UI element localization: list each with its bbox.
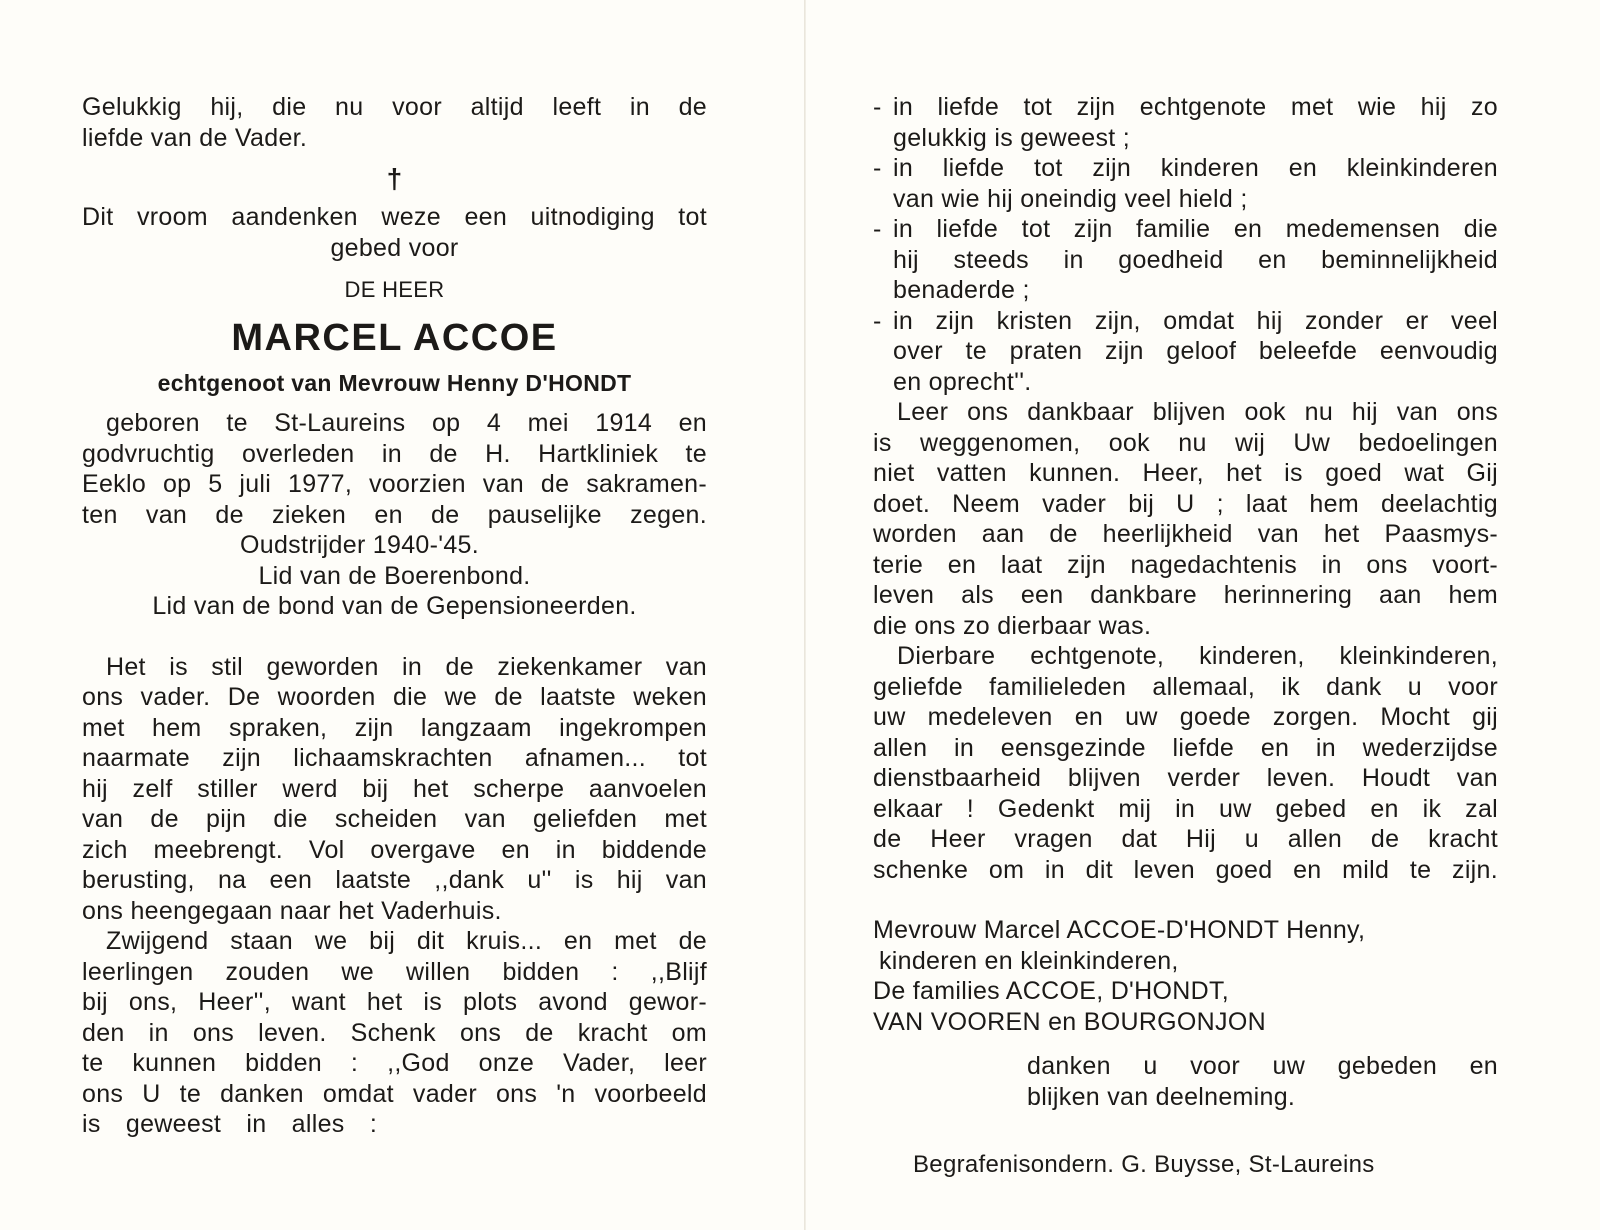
cross-icon: † bbox=[386, 163, 403, 194]
text-line: gelukkig is geweest ; bbox=[893, 123, 1130, 152]
text-line: hij zelf stiller werd bij het scherpe aanvoelen bbox=[82, 774, 707, 803]
text-line: kinderen en kleinkinderen, bbox=[879, 946, 1179, 975]
text-line: De families ACCOE, D'HONDT, bbox=[873, 977, 1229, 1005]
text-line: Het is stil geworden in de ziekenkamer van bbox=[106, 652, 707, 681]
text-line: leven als een dankbare herinnering aan hem bbox=[873, 581, 1498, 609]
text-line: worden aan de heerlijkheid van het Paasmys- bbox=[873, 520, 1498, 548]
text-line: Gelukkig hij, die nu voor altijd leeft in de bbox=[82, 93, 707, 121]
text-line: benaderde ; bbox=[893, 276, 1030, 304]
left-column bbox=[82, 92, 707, 1140]
text-line: ons U te danken omdat vader ons 'n voorbeeld bbox=[82, 1079, 707, 1108]
text-line: godvruchtig overleden in de H. Hartkliniek te bbox=[82, 439, 707, 468]
text-line: liefde van de Vader. bbox=[82, 123, 308, 152]
text-line: bij ons, Heer'', want het is plots avond gewor- bbox=[82, 988, 707, 1016]
undertaker-line: Begrafenisondern. G. Buysse, St-Laureins bbox=[913, 1151, 1375, 1178]
text-line: berusting, na een laatste ,,dank u'' is hij van bbox=[82, 866, 707, 894]
list-item: - in liefde tot zijn familie en medemensen die hij steeds in goedheid en beminnelijkheid benaderde ; bbox=[873, 215, 1498, 304]
text-line: elkaar ! Gedenkt mij in uw gebed en ik zal bbox=[873, 794, 1498, 823]
text-line: die ons zo dierbaar was. bbox=[873, 611, 1152, 640]
text-line: Dit vroom aandenken weze een uitnodiging tot bbox=[82, 203, 707, 231]
text-line: gebed voor bbox=[330, 233, 459, 262]
text-line: dienstbaarheid blijven verder leven. Houdt van bbox=[873, 764, 1498, 792]
text-line: Dierbare echtgenote, kinderen, kleinkinderen, bbox=[897, 642, 1498, 670]
card-fold bbox=[804, 0, 806, 1230]
text-line: naarmate zijn lichaamskrachten afnamen... tot bbox=[82, 744, 707, 772]
text-line: Mevrouw Marcel ACCOE-D'HONDT Henny, bbox=[873, 916, 1366, 944]
invitation bbox=[82, 202, 707, 263]
text-line: te kunnen bidden : ,,God onze Vader, leer bbox=[82, 1049, 707, 1077]
text-line: doet. Neem vader bij U ; laat hem deelachtig bbox=[873, 489, 1498, 518]
text-line: ons heengegaan naar het Vaderhuis. bbox=[82, 896, 502, 925]
paragraph bbox=[82, 926, 707, 1140]
thanks bbox=[1027, 1051, 1498, 1112]
membership-line: Lid van de bond van de Gepensioneerden. bbox=[152, 592, 637, 620]
text-line: in liefde tot zijn kinderen en kleinkinderen bbox=[893, 154, 1498, 182]
text-line: geboren te St-Laureins op 4 mei 1914 en bbox=[106, 409, 707, 437]
text-line: is geweest in alles : bbox=[82, 1110, 378, 1138]
deceased-name: MARCEL ACCOE bbox=[231, 316, 558, 359]
text-line: geliefde familieleden allemaal, ik dank u voor bbox=[873, 672, 1498, 701]
text-line: terie en laat zijn nagedachtenis in ons voort- bbox=[873, 550, 1498, 579]
list-item: - in zijn kristen zijn, omdat hij zonder er veel over te praten zijn geloof beleefde eenvoudig en oprecht''. bbox=[873, 306, 1498, 396]
list-item: - in liefde tot zijn kinderen en kleinkinderen van wie hij oneindig veel hield ; bbox=[873, 154, 1498, 213]
text-line: ons vader. De woorden die we de laatste weken bbox=[82, 683, 707, 711]
text-line: is weggenomen, ook nu wij Uw bedoelingen bbox=[873, 428, 1498, 457]
text-line: in liefde tot zijn echtgenote met wie hij zo bbox=[893, 93, 1498, 121]
text-line: Eeklo op 5 juli 1977, voorzien van de sakramen- bbox=[82, 470, 707, 498]
text-line: in zijn kristen zijn, omdat hij zonder er veel bbox=[893, 306, 1498, 335]
text-line: niet vatten kunnen. Heer, het is goed wat Gij bbox=[873, 459, 1498, 487]
text-line: den in ons leven. Schenk ons de kracht om bbox=[82, 1018, 707, 1047]
paragraph bbox=[82, 652, 707, 927]
biography bbox=[82, 408, 707, 530]
paragraph bbox=[873, 641, 1498, 885]
text-line: allen in eensgezinde liefde en in wederzijdse bbox=[873, 733, 1498, 762]
text-line: over te praten zijn geloof beleefde eenvoudig bbox=[893, 337, 1498, 365]
text-line: met hem spraken, zijn langzaam ingekrompen bbox=[82, 713, 707, 742]
list-item: - in liefde tot zijn echtgenote met wie hij zo gelukkig is geweest ; bbox=[873, 93, 1498, 152]
text-line: en oprecht''. bbox=[893, 367, 1032, 396]
text-line: blijken van deelneming. bbox=[1027, 1082, 1296, 1111]
text-line: de Heer vragen dat Hij u allen de kracht bbox=[873, 825, 1498, 853]
text-line: VAN VOOREN en BOURGONJON bbox=[873, 1007, 1266, 1036]
text-line: ten van de zieken en de pauselijke zegen. bbox=[82, 500, 707, 529]
text-line: leerlingen zouden we willen bidden : ,,Blijf bbox=[82, 957, 707, 986]
paragraph bbox=[873, 397, 1498, 641]
text-line: danken u voor uw gebeden en bbox=[1027, 1052, 1498, 1080]
text-line: van de pijn die scheiden van geliefden met bbox=[82, 805, 707, 833]
text-line: van wie hij oneindig veel hield ; bbox=[893, 184, 1248, 213]
membership-line: Lid van de Boerenbond. bbox=[258, 561, 531, 590]
text-line: Leer ons dankbaar blijven ook nu hij van ons bbox=[897, 398, 1498, 426]
text-line: uw medeleven en uw goede zorgen. Mocht gij bbox=[873, 703, 1498, 731]
opening-verse bbox=[82, 92, 707, 153]
text-line: hij steeds in goedheid en beminnelijkheid bbox=[893, 245, 1498, 274]
text-line: schenke om in dit leven goed en mild te zijn. bbox=[873, 855, 1498, 884]
veteran-line: Oudstrijder 1940-'45. bbox=[240, 531, 479, 559]
family-signature bbox=[873, 915, 1498, 1037]
honorific: DE HEER bbox=[344, 277, 445, 302]
right-column bbox=[873, 92, 1498, 1181]
spouse-line: echtgenoot van Mevrouw Henny D'HONDT bbox=[157, 369, 632, 396]
text-line: Zwijgend staan we bij dit kruis... en met de bbox=[106, 927, 707, 955]
text-line: in liefde tot zijn familie en medemensen die bbox=[893, 215, 1498, 243]
text-line: zich meebrengt. Vol overgave en in biddende bbox=[82, 835, 707, 864]
